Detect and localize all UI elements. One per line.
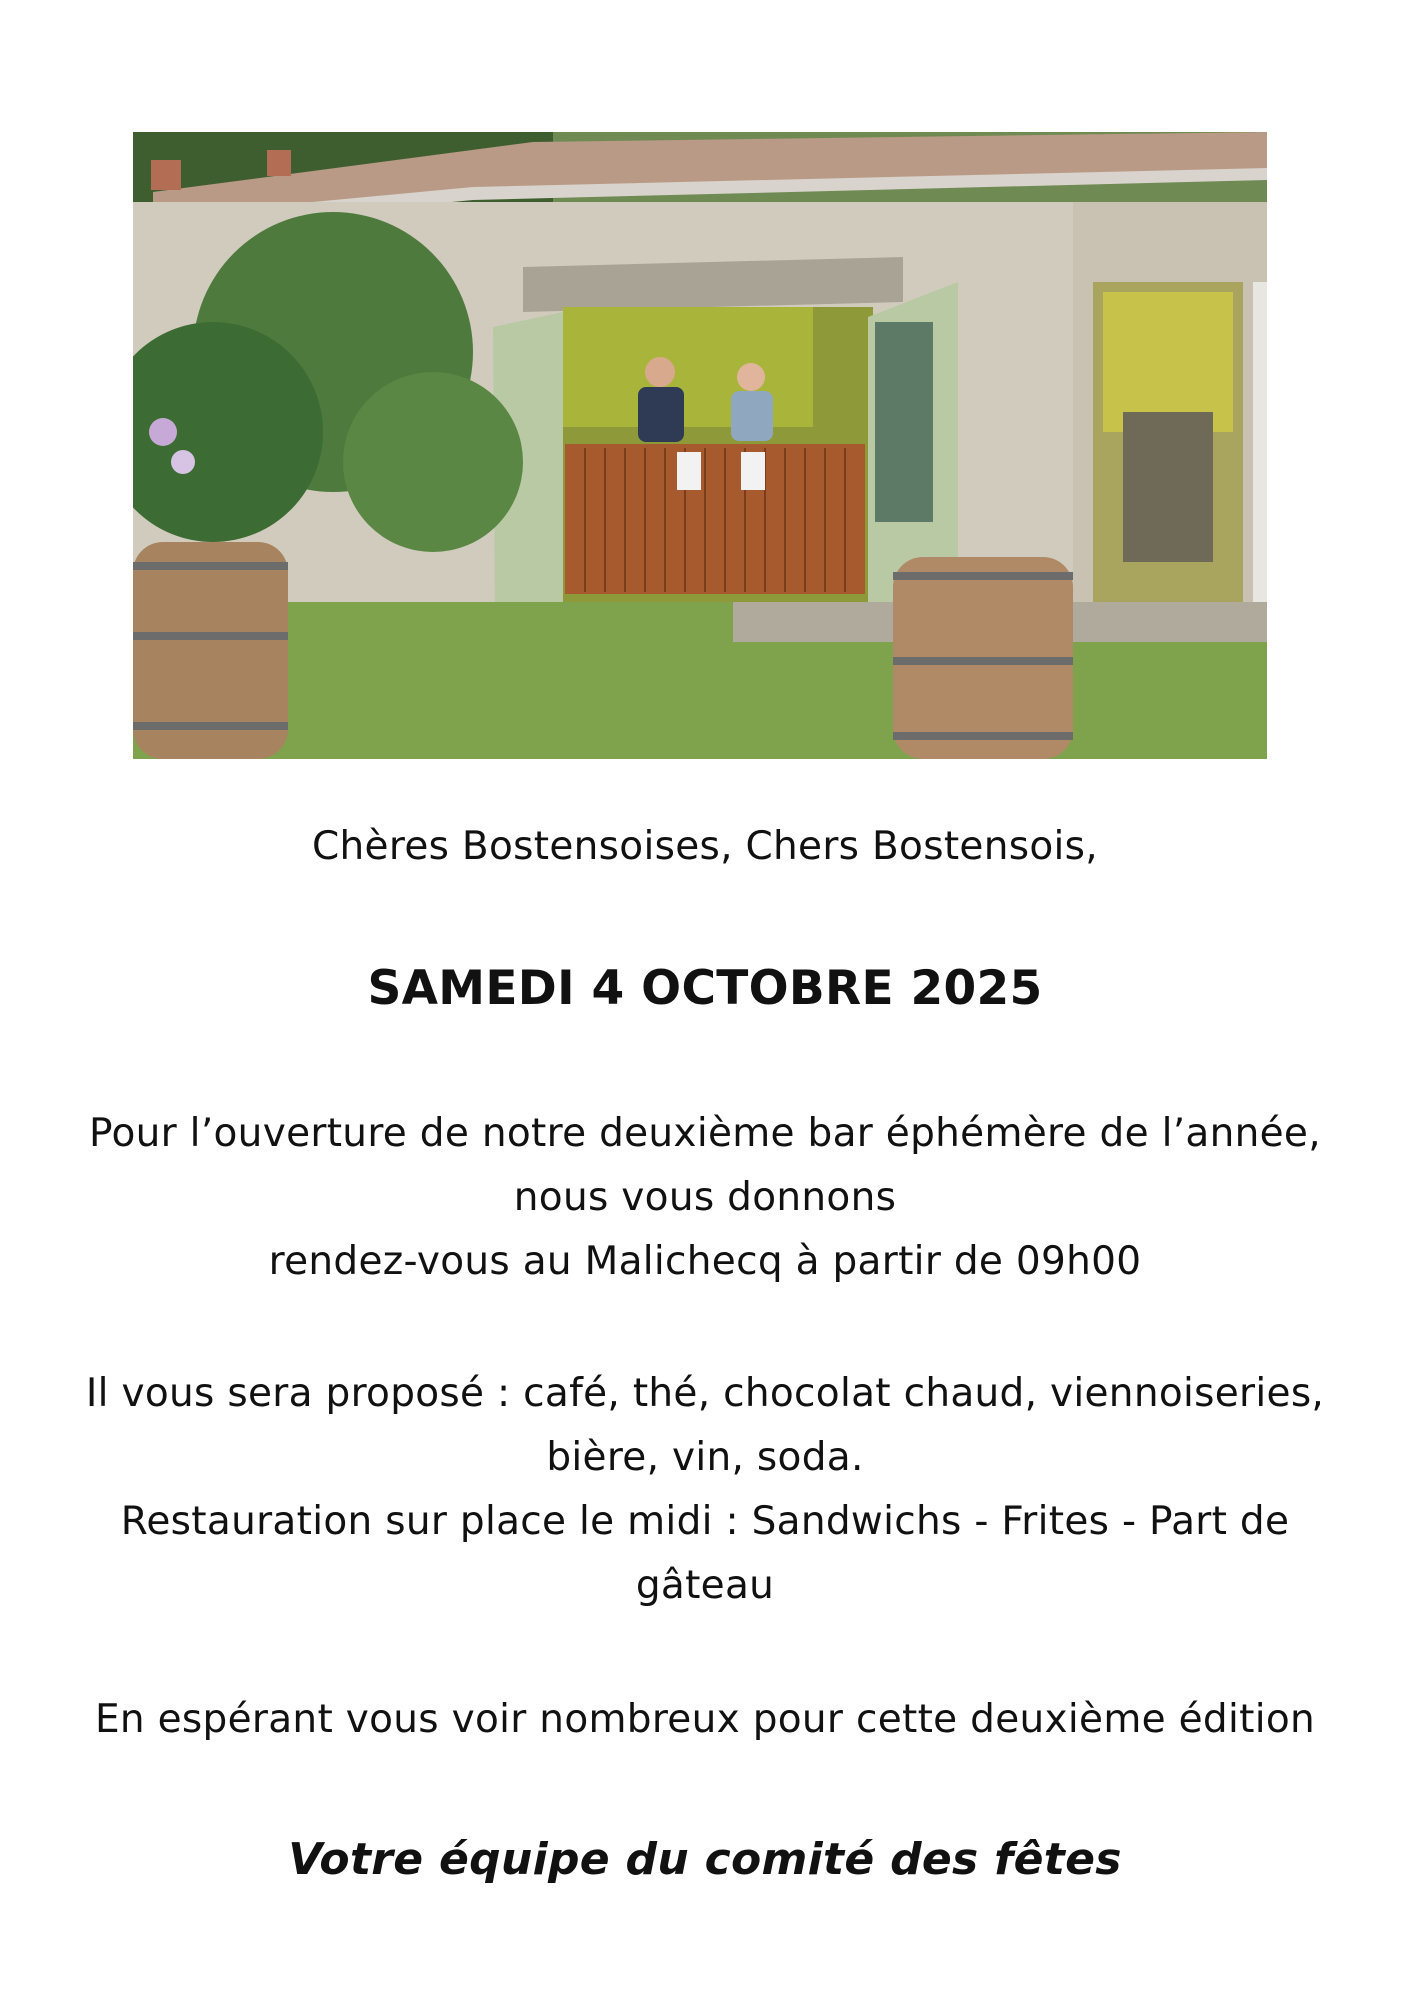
menu-line: Il vous sera proposé : café, thé, chocolat chaud, viennoiseries, (85, 1371, 1325, 1416)
menu-line: bière, vin, soda. (546, 1435, 864, 1480)
photo-illustration (133, 132, 1267, 759)
greeting: Chères Bostensoises, Chers Bostensois, (312, 824, 1098, 869)
invitation-paragraph (40, 1102, 1370, 1294)
menu-line: Restauration sur place le midi : Sandwichs - Frites - Part de (120, 1499, 1290, 1544)
invitation-line: Pour l’ouverture de notre deuxième bar éphémère de l’année, (89, 1111, 1321, 1156)
invitation-line: rendez-vous au Malichecq à partir de 09h00 (268, 1239, 1142, 1284)
signature: Votre équipe du comité des fêtes (288, 1834, 1122, 1885)
menu-paragraph (40, 1362, 1370, 1618)
bar-kiosk-photo (133, 132, 1267, 759)
menu-line: gâteau (635, 1563, 775, 1608)
invitation-line: nous vous donnons (513, 1175, 897, 1220)
date-heading: SAMEDI 4 OCTOBRE 2025 (367, 961, 1043, 1016)
closing-line: En espérant vous voir nombreux pour cette deuxième édition (94, 1697, 1316, 1742)
